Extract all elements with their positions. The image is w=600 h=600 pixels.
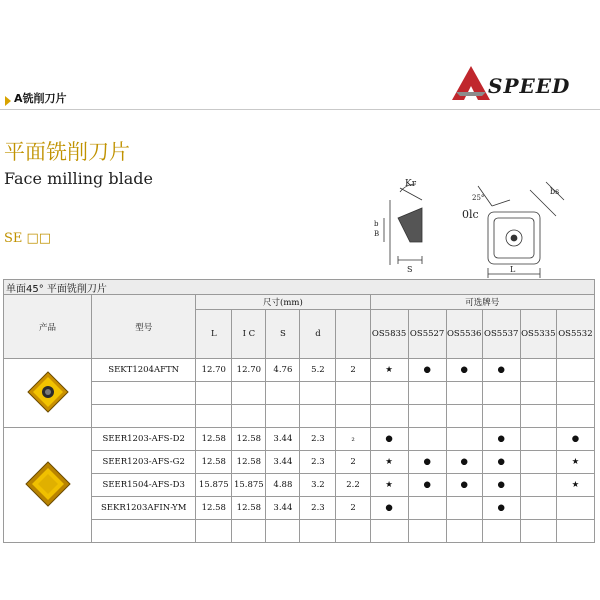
grade-cell: ● bbox=[482, 428, 520, 451]
model-cell: SEER1504-AFS-D3 bbox=[92, 474, 196, 497]
size-d-cell: 5.2 bbox=[300, 359, 336, 382]
model-cell bbox=[92, 405, 196, 428]
product-image-cell bbox=[4, 359, 92, 428]
product-image-cell bbox=[4, 428, 92, 543]
diagram-label-0lc: 0lc bbox=[462, 208, 479, 221]
header-grades: 可选牌号 bbox=[370, 295, 594, 310]
diagram-label-b: b bbox=[374, 220, 379, 228]
grade-cell: ● bbox=[482, 497, 520, 520]
table-row bbox=[4, 359, 595, 382]
grade-cell: ● bbox=[370, 428, 408, 451]
table-row bbox=[4, 497, 595, 520]
header-size-l: L bbox=[196, 310, 232, 359]
size-s-cell: 3.44 bbox=[266, 497, 300, 520]
header-size-ic: I C bbox=[232, 310, 266, 359]
grade-cell bbox=[408, 428, 446, 451]
grade-cell bbox=[556, 359, 594, 382]
header-grade-os5335: OS5335 bbox=[520, 310, 556, 359]
header-size-d: d bbox=[300, 310, 336, 359]
header-grade-os5532: OS5532 bbox=[556, 310, 594, 359]
table-row bbox=[4, 474, 595, 497]
grade-cell bbox=[408, 497, 446, 520]
size-d2-cell: 2 bbox=[336, 451, 370, 474]
grade-cell: ★ bbox=[556, 451, 594, 474]
size-d-cell: 2.3 bbox=[300, 428, 336, 451]
grade-cell: ● bbox=[446, 474, 482, 497]
size-d-cell: 2.3 bbox=[300, 497, 336, 520]
size-l-cell: 12.58 bbox=[196, 428, 232, 451]
size-d2-cell: 2 bbox=[336, 359, 370, 382]
grade-cell: ● bbox=[482, 474, 520, 497]
header-size: 尺寸(mm) bbox=[196, 295, 370, 310]
table-row bbox=[4, 428, 595, 451]
size-d2-cell: 2.2 bbox=[336, 474, 370, 497]
diagram-label-b2: B bbox=[374, 230, 380, 238]
grade-cell: ● bbox=[446, 359, 482, 382]
grade-cell: ● bbox=[556, 428, 594, 451]
size-l-cell: 12.70 bbox=[196, 359, 232, 382]
table-row bbox=[4, 382, 595, 405]
header-product: 产品 bbox=[4, 295, 92, 359]
size-d2-cell: ₂ bbox=[336, 428, 370, 451]
header-size-s: S bbox=[266, 310, 300, 359]
model-cell: SEER1203-AFS-D2 bbox=[92, 428, 196, 451]
grade-cell: ★ bbox=[370, 359, 408, 382]
grade-cell bbox=[520, 451, 556, 474]
model-cell: SEKT1204AFTN bbox=[92, 359, 196, 382]
size-s-cell: 4.76 bbox=[266, 359, 300, 382]
diagram-label-s: S bbox=[407, 265, 413, 274]
grade-cell bbox=[556, 497, 594, 520]
size-d-cell: 3.2 bbox=[300, 474, 336, 497]
header-grade-os5527: OS5527 bbox=[408, 310, 446, 359]
size-l-cell: 12.58 bbox=[196, 451, 232, 474]
tab-marker-icon bbox=[5, 96, 11, 106]
table-row bbox=[4, 520, 595, 543]
grade-cell bbox=[520, 428, 556, 451]
size-d2-cell: 2 bbox=[336, 497, 370, 520]
grade-cell bbox=[520, 474, 556, 497]
header-model: 型号 bbox=[92, 295, 196, 359]
grade-cell: ● bbox=[482, 451, 520, 474]
square-insert-icon bbox=[25, 369, 71, 415]
size-ic-cell: 12.58 bbox=[232, 428, 266, 451]
brand-logo-text: SPEED bbox=[488, 74, 571, 98]
model-cell bbox=[92, 382, 196, 405]
header-divider bbox=[0, 109, 600, 110]
grade-cell: ● bbox=[446, 451, 482, 474]
section-tab-title: A铣削刀片 bbox=[14, 92, 67, 105]
size-s-cell: 4.88 bbox=[266, 474, 300, 497]
grade-cell: ● bbox=[482, 359, 520, 382]
size-s-cell: 3.44 bbox=[266, 428, 300, 451]
header-grade-os5835: OS5835 bbox=[370, 310, 408, 359]
table-row bbox=[4, 451, 595, 474]
size-l-cell: 12.58 bbox=[196, 497, 232, 520]
grade-cell: ● bbox=[370, 497, 408, 520]
insert-geometry-diagram bbox=[360, 170, 580, 280]
size-ic-cell: 12.58 bbox=[232, 451, 266, 474]
grade-cell bbox=[520, 497, 556, 520]
grade-cell bbox=[446, 428, 482, 451]
diagram-label-l: L bbox=[510, 265, 516, 274]
diagram-label-bs: bs bbox=[550, 187, 560, 196]
diagram-label-kr: Kr bbox=[405, 179, 417, 189]
grade-cell: ● bbox=[408, 474, 446, 497]
page-title-cn: 平面铣削刀片 bbox=[4, 140, 130, 164]
model-cell bbox=[92, 520, 196, 543]
size-ic-cell: 12.58 bbox=[232, 497, 266, 520]
header-grade-os5536: OS5536 bbox=[446, 310, 482, 359]
size-l-cell: 15.875 bbox=[196, 474, 232, 497]
insert-spec-table bbox=[3, 294, 595, 543]
grade-cell bbox=[446, 497, 482, 520]
model-cell: SEKR1203AFIN-YM bbox=[92, 497, 196, 520]
insert-code-label: SE □□ bbox=[4, 231, 52, 246]
table-row bbox=[4, 405, 595, 428]
size-s-cell: 3.44 bbox=[266, 451, 300, 474]
page-title-en: Face milling blade bbox=[4, 169, 153, 188]
table-caption: 单面45° 平面铣削刀片 bbox=[6, 284, 107, 295]
diagram-label-angle: 25° bbox=[472, 194, 485, 202]
model-cell: SEER1203-AFS-G2 bbox=[92, 451, 196, 474]
grade-cell: ● bbox=[408, 359, 446, 382]
grade-cell: ★ bbox=[556, 474, 594, 497]
size-ic-cell: 12.70 bbox=[232, 359, 266, 382]
grade-cell: ★ bbox=[370, 474, 408, 497]
grade-cell bbox=[520, 359, 556, 382]
header-size-d2 bbox=[336, 310, 370, 359]
size-d-cell: 2.3 bbox=[300, 451, 336, 474]
diamond-insert-icon bbox=[23, 459, 73, 509]
size-ic-cell: 15.875 bbox=[232, 474, 266, 497]
grade-cell: ★ bbox=[370, 451, 408, 474]
header-grade-os5537: OS5537 bbox=[482, 310, 520, 359]
grade-cell: ● bbox=[408, 451, 446, 474]
